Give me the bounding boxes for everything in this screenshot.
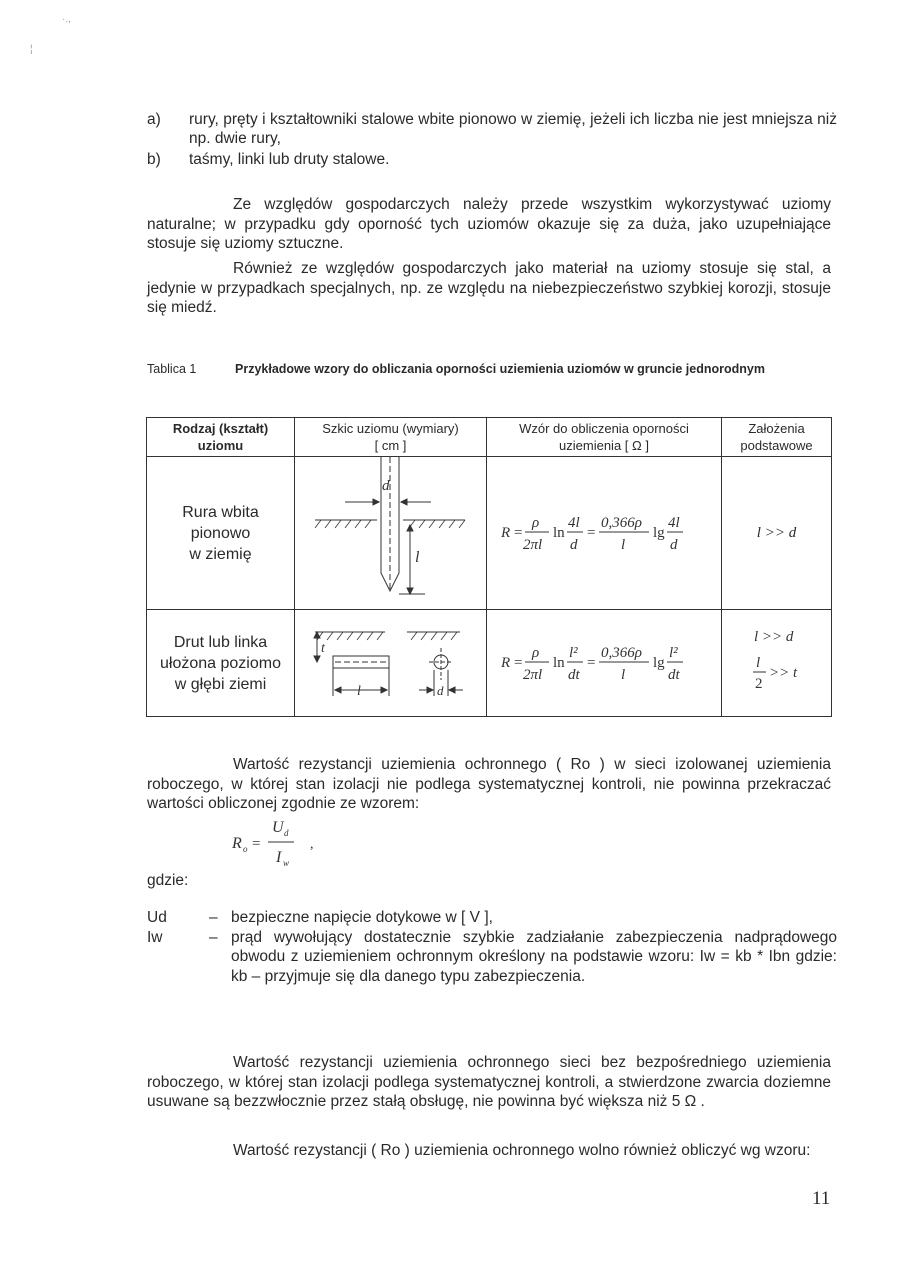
svg-text:=: = bbox=[252, 836, 261, 852]
svg-text:ρ: ρ bbox=[532, 644, 540, 661]
row-sketch bbox=[295, 610, 487, 717]
table-title: Przykładowe wzory do obliczania oporności uziemienia uziomów w gruncie jednorodnym bbox=[235, 362, 765, 376]
formula-wire bbox=[487, 631, 722, 691]
definition-ud bbox=[147, 908, 837, 928]
definition-text: bezpieczne napięcie dotykowe w [ V ], bbox=[231, 909, 493, 926]
list-text: taśmy, linki lub druty stalowe. bbox=[189, 151, 390, 168]
svg-text:,: , bbox=[310, 837, 314, 852]
header-formula: Wzór do obliczenia oporności uziemienia [ Ω ] bbox=[487, 418, 722, 457]
table-number: Tablica 1 bbox=[147, 362, 197, 376]
svg-text:>> t: >> t bbox=[769, 664, 798, 681]
svg-text:R: R bbox=[501, 524, 511, 541]
header-assumptions: Założenia podstawowe bbox=[722, 418, 832, 457]
svg-text:dt: dt bbox=[568, 666, 580, 683]
definitions-list bbox=[147, 908, 837, 986]
row-kind: Rura wbita pionowo w ziemię bbox=[147, 457, 295, 610]
svg-text:=: = bbox=[514, 654, 523, 671]
equation-ro bbox=[232, 816, 342, 877]
page-number: 11 bbox=[812, 1188, 831, 1209]
formula-pipe bbox=[487, 501, 722, 561]
sketch-label-t: t bbox=[321, 641, 325, 656]
table-row bbox=[147, 610, 832, 717]
svg-text:4l: 4l bbox=[568, 514, 580, 531]
svg-text:2πl: 2πl bbox=[523, 536, 543, 553]
svg-text:l: l bbox=[621, 536, 626, 553]
row-formula bbox=[487, 610, 722, 717]
paragraph-material: Również ze względów gospodarczych jako materiał na uziomy stosuje się stal, a jedynie w przypadkach specjalnych, np. ze względu na niebezpieczeństwo szybkiej korozji, stosuje się miedź. bbox=[147, 260, 831, 316]
gdzie-label: gdzie: bbox=[147, 872, 189, 889]
sketch-label-l: l bbox=[415, 549, 420, 566]
svg-text:d: d bbox=[670, 536, 678, 553]
svg-text:ρ: ρ bbox=[532, 514, 540, 531]
svg-text:R: R bbox=[232, 835, 242, 852]
svg-text:=: = bbox=[514, 524, 523, 541]
svg-text:0,366ρ: 0,366ρ bbox=[601, 644, 642, 661]
definition-iw bbox=[147, 928, 837, 987]
svg-text:l²: l² bbox=[669, 644, 678, 661]
svg-text:I: I bbox=[276, 849, 282, 866]
scan-speck: ·., bbox=[62, 14, 71, 25]
definition-symbol: Iw bbox=[147, 928, 163, 946]
paragraph-natural-earthing: Ze względów gospodarczych należy przede wszystkim wykorzystywać uziomy naturalne; w przypadku gdy oporność tych uziomów okazuje się za duża, jako uzupełniające stosuje się uziomy sztuczne. bbox=[147, 196, 831, 252]
vertical-pipe-sketch bbox=[295, 457, 487, 606]
svg-text:U: U bbox=[272, 819, 284, 836]
definition-symbol: Ud bbox=[147, 909, 167, 926]
svg-text:=: = bbox=[587, 524, 596, 541]
definition-text: prąd wywołujący dostatecznie szybkie zadziałanie zabezpieczenia nadprądowego obwodu z uziemieniem ochronnym określony na podstawie wzoru: Iw = kb * Ibn gdzie: kb – przyjmuje się dla danego typu zabezpieczenia. bbox=[231, 928, 837, 985]
svg-text:o: o bbox=[243, 844, 248, 854]
row-assumption bbox=[722, 610, 832, 717]
svg-text:d: d bbox=[284, 828, 289, 838]
svg-text:2: 2 bbox=[755, 675, 763, 692]
row-kind: Drut lub linka ułożona poziomo w głębi ziemi bbox=[147, 610, 295, 717]
svg-text:0,366ρ: 0,366ρ bbox=[601, 514, 642, 531]
sketch-label-d: d bbox=[382, 478, 390, 494]
svg-text:lg: lg bbox=[653, 524, 665, 541]
list-label: a) bbox=[147, 111, 161, 128]
paragraph-protective-earthing: Wartość rezystancji uziemienia ochronnego ( Ro ) w sieci izolowanej uziemienia roboczego, w której stan izolacji nie podlega systematycznej kontroli, nie powinna przekraczać wartości obliczonej zgodnie ze wzorem: bbox=[147, 756, 831, 812]
svg-text:ln: ln bbox=[553, 524, 565, 541]
definition-dash: – bbox=[209, 928, 218, 946]
svg-text:l: l bbox=[621, 666, 626, 683]
svg-text:l²: l² bbox=[569, 644, 578, 661]
table-header-row bbox=[147, 418, 832, 457]
scan-speck: ¦ bbox=[30, 44, 33, 55]
header-sketch: Szkic uziomu (wymiary) [ cm ] bbox=[295, 418, 487, 457]
svg-text:2πl: 2πl bbox=[523, 666, 543, 683]
svg-text:l: l bbox=[756, 654, 761, 671]
earthing-formulas-table bbox=[146, 417, 832, 717]
paragraph-isolated-network: Wartość rezystancji uziemienia ochronnego sieci bez bezpośredniego uziemienia roboczego, w której stan izolacji podlega systematycznej kontroli, a stwierdzone zwarcia doziemne usuwane są bezzwłocznie przez stałą obsługę, nie powinna być większa niż 5 Ω . bbox=[147, 1054, 831, 1110]
definition-dash: – bbox=[209, 909, 218, 926]
row-sketch bbox=[295, 457, 487, 610]
svg-text:=: = bbox=[587, 654, 596, 671]
row-assumption: l >> d bbox=[722, 457, 832, 610]
equation-ro-svg bbox=[232, 816, 342, 872]
svg-text:R: R bbox=[501, 654, 511, 671]
svg-text:d: d bbox=[570, 536, 578, 553]
svg-text:lg: lg bbox=[653, 654, 665, 671]
assumption-wire bbox=[722, 621, 832, 701]
row-formula bbox=[487, 457, 722, 610]
svg-text:w: w bbox=[283, 858, 290, 868]
svg-text:ln: ln bbox=[553, 654, 565, 671]
table-row bbox=[147, 457, 832, 610]
list-text: rury, pręty i kształtowniki stalowe wbite pionowo w ziemię, jeżeli ich liczba nie jest mniejsza niż np. dwie rury, bbox=[189, 111, 837, 147]
paragraph-ro-alt: Wartość rezystancji ( Ro ) uziemienia ochronnego wolno również obliczyć wg wzoru: bbox=[233, 1142, 811, 1159]
svg-text:l >> d: l >> d bbox=[754, 628, 794, 645]
sketch-label-l: l bbox=[357, 684, 361, 699]
sketch-label-d: d bbox=[437, 683, 444, 698]
svg-text:dt: dt bbox=[668, 666, 680, 683]
list-label: b) bbox=[147, 151, 161, 168]
svg-text:4l: 4l bbox=[668, 514, 680, 531]
horizontal-wire-sketch bbox=[295, 610, 487, 713]
header-kind: Rodzaj (kształt) uziomu bbox=[147, 418, 295, 457]
